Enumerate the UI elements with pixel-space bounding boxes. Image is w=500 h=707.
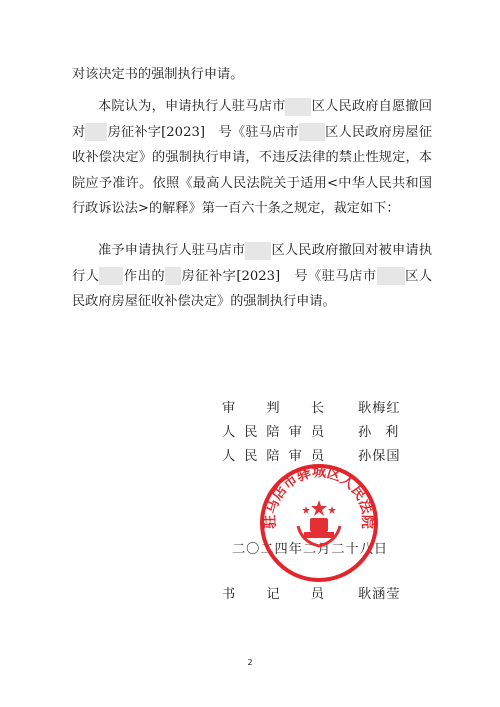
signature-name: 耿涵莹 [358, 587, 401, 602]
redacted-district [377, 267, 405, 285]
signature-name: 孙保国 [358, 449, 401, 464]
signature-role: 书 记 员 [222, 587, 324, 602]
redacted-district [299, 123, 325, 141]
paragraph-closing-line [72, 62, 432, 88]
paragraph-1-text: 对该决定书的强制执行申请。 [72, 67, 244, 82]
signature-clerk [222, 584, 422, 606]
ruling-text-c: 作出的 [123, 268, 166, 284]
redacted-district [285, 98, 311, 116]
page-number: 2 [247, 658, 253, 667]
opinion-text-d: 区人民政府房屋征收补偿决定》的强制执行申请，不违反法律的禁止性规定，本院应予准许。依照《最高人民法院关于适用<中华人民共和国行政诉讼法>的解释》第一百六十条之规定，裁定如下： [72, 124, 433, 217]
signature-name: 耿梅红 [358, 401, 401, 416]
redacted-party-name [99, 267, 123, 285]
opinion-text-b: 区人民政府自愿撤回对 [72, 99, 433, 140]
signature-people-assessor-1 [222, 422, 422, 444]
ruling-text-d: 房征补字[2023] 号《驻马店市 [181, 268, 377, 284]
signature-role: 审 判 长 [222, 401, 324, 416]
paragraph-ruling [72, 238, 432, 315]
court-seal [258, 462, 380, 584]
ruling-text-a: 准予申请执行人驻马店市 [98, 243, 246, 258]
redacted-district [245, 242, 271, 260]
redacted-prefix [165, 267, 181, 285]
seal-text-path: 驻马店市驿城区人民法院 [262, 464, 376, 530]
ruling-text-e: 区人民政府房屋征收补偿决定》的强制执行申请。 [72, 268, 433, 310]
signature-presiding-judge [222, 398, 422, 420]
signature-role: 人 民 陪 审 员 [222, 449, 324, 464]
signature-name: 孙利 [358, 425, 413, 440]
opinion-text-a: 本院认为，申请执行人驻马店市 [98, 99, 286, 114]
opinion-text-c: 房征补字[2023] 号《驻马店市 [107, 124, 299, 140]
ruling-date: 二〇二四年二月二十八日 [232, 542, 389, 557]
ruling-text-b: 区人民政府撤回对被申请执行人 [72, 243, 433, 284]
signature-role: 人 民 陪 审 员 [222, 425, 324, 440]
national-emblem-icon [298, 500, 340, 546]
redacted-prefix [85, 123, 107, 141]
paragraph-court-opinion [72, 94, 432, 222]
